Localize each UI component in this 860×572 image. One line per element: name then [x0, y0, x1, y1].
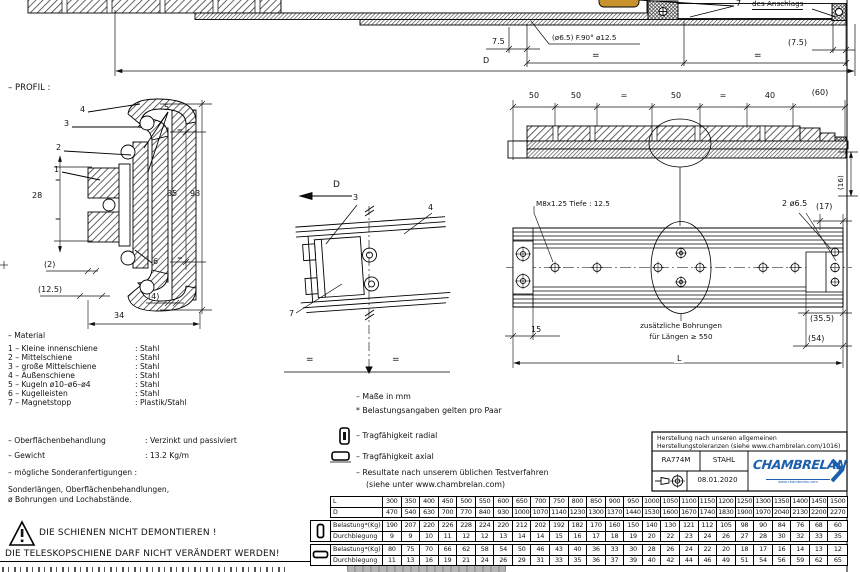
- thread-note: M8x1.25 Tiefe : 12.5: [536, 199, 610, 208]
- axial-load-icon: [311, 545, 331, 565]
- table-cell: 1530: [643, 508, 662, 518]
- table-cell: 12: [833, 545, 842, 553]
- table-cell: 26: [494, 556, 513, 566]
- eq-mark: =: [719, 91, 727, 100]
- table-row-axial-deflection: [331, 555, 847, 566]
- table-row-L: [331, 497, 847, 507]
- table-cell: 22: [661, 532, 680, 542]
- table-cell: 1600: [661, 508, 680, 518]
- part-label-6: 6: [153, 257, 159, 266]
- table-cell: 90: [754, 521, 773, 531]
- table-cell: 70: [420, 545, 439, 555]
- tolerance-note: Herstellung nach unseren allgemeinen Herstellungstoleranzen (siehe www.chambrelan.com/1016): [657, 435, 841, 450]
- table-cell: 220: [494, 521, 513, 531]
- eq-mark: =: [55, 176, 61, 184]
- table-cell: 1970: [754, 508, 773, 518]
- dim-17: (17): [816, 202, 833, 211]
- table-cell: 24: [476, 556, 495, 566]
- table-cell: 66: [439, 545, 458, 555]
- load-table: [310, 496, 848, 566]
- table-cell: 14: [513, 532, 532, 542]
- custom-options-line: ø Bohrungen und Lochabstände.: [8, 495, 132, 504]
- part-label-1: 1: [54, 165, 60, 174]
- material-item: 7 – Magnetstopp : Plastik/Stahl: [8, 398, 187, 407]
- table-cell: 58: [476, 545, 495, 555]
- detail-label-4: 4: [428, 203, 434, 212]
- table-cell: 54: [494, 545, 513, 555]
- table-cell: 1300: [587, 508, 606, 518]
- table-cell: 1440: [624, 508, 643, 518]
- warning-icon: [10, 522, 34, 545]
- table-cell: 36: [587, 545, 606, 555]
- table-cell: 950: [624, 497, 643, 507]
- table-cell: 16: [569, 532, 588, 542]
- table-cell: 1830: [717, 508, 736, 518]
- table-cell: 43: [550, 545, 569, 555]
- eq-mark: =: [392, 355, 400, 365]
- table-cell: 28: [643, 545, 662, 555]
- warning-line-1: DIE SCHIENEN NICHT DEMONTIEREN !: [39, 528, 217, 538]
- extra-holes-note: für Längen ≥ 550: [649, 332, 713, 341]
- table-cell: 33: [606, 545, 625, 555]
- table-cell: 26: [661, 545, 680, 555]
- material-heading: – Material: [8, 331, 46, 340]
- row-label-deflection: Durchbiegung: [331, 556, 383, 566]
- row-label-load: Belastung*(Kg): [331, 521, 383, 531]
- table-cell: 39: [624, 556, 643, 566]
- table-cell: 600: [494, 497, 513, 507]
- table-cell: 59: [791, 556, 810, 566]
- table-cell: 11: [439, 532, 458, 542]
- table-cell: 29: [513, 556, 532, 566]
- dim-7-5: 7.5: [492, 37, 505, 46]
- table-cell: 60: [833, 521, 842, 529]
- note-axial: – Tragfähigkeit axial: [356, 452, 434, 461]
- table-cell: 50: [513, 545, 532, 555]
- table-cell: 19: [624, 532, 643, 542]
- table-cell: 26: [717, 532, 736, 542]
- table-cell: 1370: [606, 508, 625, 518]
- note-radial: – Tragfähigkeit radial: [356, 431, 438, 440]
- table-cell: 192: [550, 521, 569, 531]
- detail-d-label: D: [333, 180, 340, 190]
- table-cell: 112: [699, 521, 718, 531]
- table-cell: 202: [531, 521, 550, 531]
- axial-load-block: [310, 544, 848, 566]
- table-cell: 1200: [717, 497, 736, 507]
- table-cell: 28: [754, 532, 773, 542]
- dim-d-label: D: [483, 56, 490, 65]
- table-cell: 14: [531, 532, 550, 542]
- table-cell: 24: [680, 545, 699, 555]
- table-cell: 33: [550, 556, 569, 566]
- table-cell: 54: [754, 556, 773, 566]
- axial-load-icon: [330, 452, 351, 462]
- dim-35-5: (35.5): [810, 314, 835, 323]
- warning-line-2: DIE TELESKOPSCHIENE DARF NICHT VERÄNDERT WERDEN!: [5, 549, 280, 559]
- table-cell: 16: [773, 545, 792, 555]
- table-cell: 1250: [736, 497, 755, 507]
- table-cell: 170: [587, 521, 606, 531]
- table-cell: 1100: [680, 497, 699, 507]
- table-cell: 300: [383, 497, 402, 507]
- table-cell: 33: [810, 532, 829, 542]
- part-label-5: 5: [164, 103, 170, 112]
- dim-l-label: L: [674, 355, 684, 363]
- table-cell: 80: [383, 545, 402, 555]
- table-cell: 10: [420, 532, 439, 542]
- row-label-deflection: Durchbiegung: [331, 532, 383, 542]
- table-cell: 1140: [550, 508, 569, 518]
- table-cell: 23: [680, 532, 699, 542]
- table-cell: 40: [569, 545, 588, 555]
- closed-rail-side-view: [508, 119, 848, 226]
- table-cell: 27: [736, 532, 755, 542]
- table-cell: 11: [383, 556, 402, 566]
- table-cell: 1740: [699, 508, 718, 518]
- table-cell: 24: [699, 532, 718, 542]
- table-cell: 30: [773, 532, 792, 542]
- table-cell: 1230: [569, 508, 588, 518]
- table-cell: 20: [643, 532, 662, 542]
- table-cell: 228: [457, 521, 476, 531]
- profil-heading: – PROFIL :: [8, 83, 51, 93]
- table-cell: 76: [791, 521, 810, 531]
- table-cell: 1000: [513, 508, 532, 518]
- table-cell: 18: [606, 532, 625, 542]
- eq-mark: =: [592, 51, 600, 61]
- part-7-label: 7: [736, 0, 742, 8]
- table-cell: 160: [606, 521, 625, 531]
- anschlag-note: des Anschlags: [752, 0, 804, 8]
- table-cell: 65: [833, 555, 842, 564]
- note-per-pair: * Belastungsangaben gelten pro Paar: [356, 406, 502, 415]
- table-cell: 226: [439, 521, 458, 531]
- table-cell: 12: [457, 532, 476, 542]
- table-cell: 1070: [531, 508, 550, 518]
- material-field: STAHL: [712, 456, 736, 464]
- table-cell: 36: [587, 556, 606, 566]
- dim-50: 50: [670, 91, 682, 100]
- table-cell: 2270: [830, 507, 846, 516]
- table-row-D: [331, 507, 847, 518]
- hole-note: (ø6.5) F.90° ø12.5: [552, 33, 617, 42]
- table-cell: 1500: [830, 497, 846, 505]
- table-cell: 1670: [680, 508, 699, 518]
- dim-34: 34: [114, 311, 125, 320]
- table-cell: 470: [383, 508, 402, 518]
- table-cell: 1450: [810, 497, 829, 507]
- dim-12-5: (12.5): [38, 285, 63, 294]
- eq-mark: =: [177, 254, 183, 262]
- dim-4: (4): [148, 292, 160, 301]
- table-cell: 14: [791, 545, 810, 555]
- table-cell: 32: [791, 532, 810, 542]
- table-cell: 20: [717, 545, 736, 555]
- table-cell: 30: [624, 545, 643, 555]
- table-cell: 19: [439, 556, 458, 566]
- radial-load-icon: [340, 428, 349, 444]
- drawing-reference: RA774M: [661, 456, 691, 464]
- clipped-text-strip: [2, 567, 288, 572]
- material-item: 3 – große Mittelschiene : Stahl: [8, 362, 160, 371]
- table-cell: 190: [383, 521, 402, 531]
- eq-mark: =: [55, 215, 61, 223]
- table-cell: 44: [680, 556, 699, 566]
- material-item: 5 – Kugeln ø10–ø6–ø4 : Stahl: [8, 380, 160, 389]
- radial-load-block: [310, 520, 848, 542]
- table-cell: 35: [833, 531, 842, 540]
- table-cell: 56: [773, 556, 792, 566]
- table-cell: 2200: [810, 508, 829, 518]
- table-cell: 900: [606, 497, 625, 507]
- table-cell: 40: [643, 556, 662, 566]
- table-cell: 62: [810, 556, 829, 566]
- extended-rail-side-view: [28, 0, 846, 25]
- rail-face-view: [506, 222, 852, 314]
- dim-60: (60): [811, 88, 829, 97]
- table-cell: 130: [661, 521, 680, 531]
- detail-view: [284, 193, 451, 373]
- eq-mark: =: [306, 355, 314, 365]
- table-cell: 12: [476, 532, 495, 542]
- table-cell: 500: [457, 497, 476, 507]
- table-cell: 17: [754, 545, 773, 555]
- extra-holes-note: zusätzliche Bohrungen: [640, 321, 722, 330]
- table-cell: 2130: [791, 508, 810, 518]
- table-cell: 224: [476, 521, 495, 531]
- dim-35: 35: [167, 189, 178, 198]
- note-testing-url: (siehe unter www.chambrelan.com): [366, 480, 506, 489]
- dim-2: (2): [44, 260, 56, 269]
- table-cell: 1150: [699, 497, 718, 507]
- table-cell: 18: [736, 545, 755, 555]
- material-item: 4 – Außenschiene : Stahl: [8, 371, 160, 380]
- dim-7-5-right: (7.5): [788, 38, 807, 47]
- table-cell: 35: [569, 556, 588, 566]
- table-cell: 630: [420, 508, 439, 518]
- table-cell: 1300: [754, 497, 773, 507]
- detail-label-7: 7: [289, 309, 295, 318]
- table-cell: 1900: [736, 508, 755, 518]
- table-cell: 13: [810, 545, 829, 555]
- table-cell: 62: [457, 545, 476, 555]
- material-item: 6 – Kugelleisten : Stahl: [8, 389, 160, 398]
- table-cell: 1400: [791, 497, 810, 507]
- table-cell: 51: [736, 556, 755, 566]
- table-cell: 220: [420, 521, 439, 531]
- table-cell: 49: [717, 556, 736, 566]
- table-cell: 930: [494, 508, 513, 518]
- profile-cross-section: [62, 99, 196, 311]
- table-cell: 700: [439, 508, 458, 518]
- table-cell: 140: [643, 521, 662, 531]
- table-cell: 16: [420, 556, 439, 566]
- table-row-radial-load: [331, 521, 847, 531]
- detail-label-3: 3: [353, 193, 359, 202]
- holes-note: 2 ø6.5: [782, 199, 808, 208]
- note-dims-mm: – Maße in mm: [356, 392, 411, 401]
- projection-symbol: [655, 474, 685, 488]
- eq-mark: =: [177, 126, 183, 134]
- eq-mark: =: [754, 51, 762, 61]
- table-cell: 98: [736, 521, 755, 531]
- table-cell: 21: [457, 556, 476, 566]
- note-testing: – Resultate nach unserem üblichen Testverfahren: [356, 468, 549, 477]
- table-cell: 700: [531, 497, 550, 507]
- table-cell: 105: [717, 521, 736, 531]
- dim-50: 50: [570, 91, 582, 100]
- table-cell: 800: [569, 497, 588, 507]
- table-cell: 550: [476, 497, 495, 507]
- dim-16: (16): [836, 175, 845, 190]
- dim-28: 28: [32, 191, 43, 200]
- table-cell: 450: [439, 497, 458, 507]
- table-cell: 9: [383, 532, 402, 542]
- dim-54: (54): [808, 334, 825, 343]
- table-cell: 75: [402, 545, 421, 555]
- table-cell: 46: [531, 545, 550, 555]
- table-cell: 31: [531, 556, 550, 566]
- table-cell: 650: [513, 497, 532, 507]
- chambrelan-logo: CHAMBRELAN: [752, 457, 848, 472]
- part-label-2: 2: [56, 143, 62, 152]
- dim-15: 15: [531, 325, 542, 334]
- table-cell: 2040: [773, 508, 792, 518]
- part-label-3: 3: [64, 119, 70, 128]
- dim-40: 40: [764, 91, 776, 100]
- table-cell: 1350: [773, 497, 792, 507]
- table-cell: 840: [476, 508, 495, 518]
- dim-93: 93: [190, 189, 201, 198]
- row-label-L: L: [331, 497, 383, 507]
- end-holes: [830, 247, 840, 287]
- surface-treatment-row: – Oberflächenbehandlung : Verzinkt und passiviert: [8, 436, 237, 445]
- table-row-radial-deflection: [331, 531, 847, 542]
- material-item: 1 – Kleine innenschiene : Stahl: [8, 344, 160, 353]
- table-cell: 42: [661, 556, 680, 566]
- table-cell: 13: [402, 556, 421, 566]
- table-cell: 182: [569, 521, 588, 531]
- eq-mark: =: [620, 91, 628, 100]
- weight-row: – Gewicht : 13.2 Kg/m: [8, 451, 190, 460]
- brand-url: www.chambrelan.com: [766, 479, 830, 484]
- table-cell: 68: [810, 521, 829, 531]
- custom-options-heading: – mögliche Sonderanfertigungen :: [8, 468, 138, 477]
- table-row-axial-load: [331, 545, 847, 555]
- table-cell: 15: [550, 532, 569, 542]
- magnet-stop: [599, 0, 639, 7]
- table-cell: 46: [699, 556, 718, 566]
- table-cell: 770: [457, 508, 476, 518]
- date-field: 08.01.2020: [697, 476, 738, 484]
- custom-options-line: Sonderlängen, Oberflächenbehandlungen,: [8, 485, 170, 494]
- table-cell: 212: [513, 521, 532, 531]
- table-cell: 207: [402, 521, 421, 531]
- table-cell: 150: [624, 521, 643, 531]
- table-cell: 22: [699, 545, 718, 555]
- table-cell: 400: [420, 497, 439, 507]
- table-cell: 13: [494, 532, 513, 542]
- length-rows: [330, 496, 848, 518]
- radial-load-icon: [311, 521, 331, 541]
- table-cell: 9: [402, 532, 421, 542]
- row-label-D: D: [331, 508, 383, 518]
- table-cell: 17: [587, 532, 606, 542]
- table-cell: 1000: [643, 497, 662, 507]
- table-cell: 84: [773, 521, 792, 531]
- row-label-load: Belastung*(Kg): [331, 545, 383, 555]
- table-cell: 750: [550, 497, 569, 507]
- table-cell: 850: [587, 497, 606, 507]
- table-cell: 121: [680, 521, 699, 531]
- logo-arrow-icon: [831, 458, 845, 484]
- table-cell: 1050: [661, 497, 680, 507]
- table-cell: 350: [402, 497, 421, 507]
- table-cell: 540: [402, 508, 421, 518]
- material-item: 2 – Mittelschiene : Stahl: [8, 353, 160, 362]
- dim-50: 50: [528, 91, 540, 100]
- part-label-4: 4: [80, 105, 86, 114]
- table-cell: 37: [606, 556, 625, 566]
